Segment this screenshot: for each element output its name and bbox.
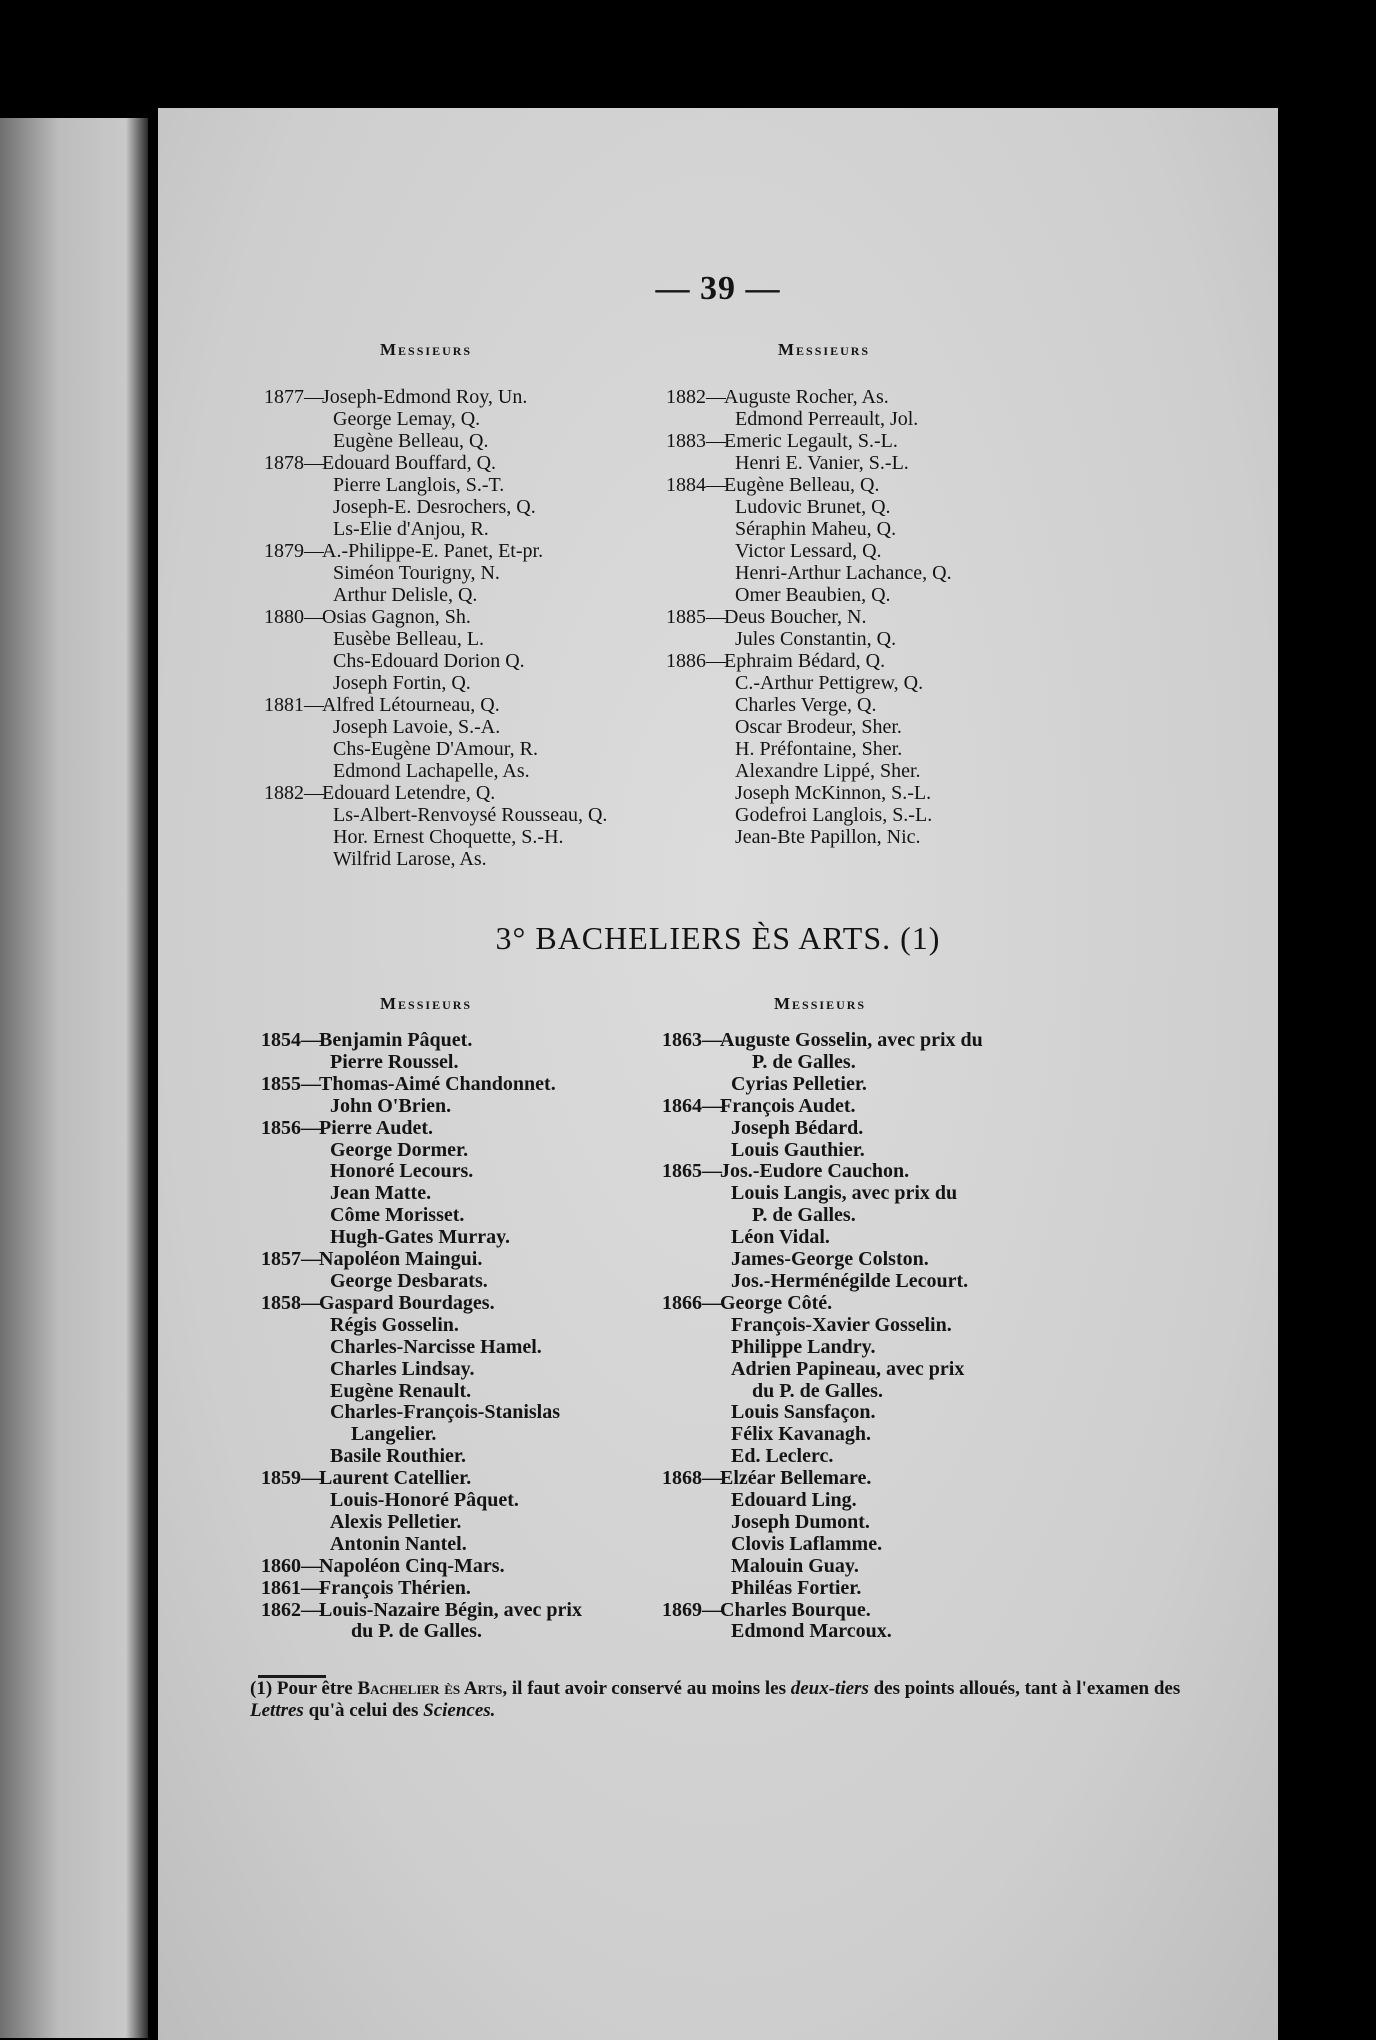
graduate-name: Jos.-Eudore Cauchon. — [720, 1160, 910, 1183]
graduate-name: Séraphin Maheu, Q. — [735, 518, 897, 540]
graduate-entry — [261, 1512, 582, 1534]
graduate-name: Henri E. Vanier, S.-L. — [735, 452, 909, 474]
graduate-name: Elzéar Bellemare. — [720, 1467, 872, 1490]
graduate-name: Honoré Lecours. — [330, 1160, 474, 1183]
graduate-entry — [261, 1052, 582, 1074]
graduate-name: Joseph McKinnon, S.-L. — [735, 782, 932, 804]
graduate-name: Napoléon Maingui. — [319, 1248, 483, 1271]
footnote-text-3: des points alloués, tant à l'examen des — [873, 1678, 1181, 1699]
graduate-name: Cyrias Pelletier. — [731, 1072, 867, 1095]
graduate-name: Félix Kavanagh. — [731, 1423, 872, 1446]
graduate-name: Chs-Eugène D'Amour, R. — [333, 738, 538, 760]
graduate-name: Napoléon Cinq-Mars. — [319, 1554, 505, 1577]
graduate-entry — [261, 1424, 582, 1446]
graduate-entry — [662, 1468, 983, 1490]
graduate-entry — [264, 518, 607, 540]
graduate-entry — [662, 1227, 983, 1249]
graduate-entry — [662, 1578, 983, 1600]
graduate-name: Ls-Elie d'Anjou, R. — [333, 518, 489, 540]
graduate-name: Deus Boucher, N. — [724, 606, 867, 628]
graduate-name: Joseph Lavoie, S.-A. — [333, 716, 501, 738]
graduate-name: Louis-Nazaire Bégin, avec prix — [319, 1598, 582, 1621]
graduate-entry — [264, 716, 607, 738]
graduate-entry — [264, 826, 607, 848]
graduate-entry — [666, 760, 952, 782]
graduate-entry — [261, 1556, 582, 1578]
graduate-name: François Thérien. — [319, 1576, 471, 1599]
graduate-name: Osias Gagnon, Sh. — [322, 606, 471, 628]
graduate-entry — [666, 716, 952, 738]
graduate-name: Edmond Lachapelle, As. — [333, 760, 530, 782]
graduation-year: 1856— — [261, 1116, 321, 1139]
graduation-year: 1884— — [666, 474, 726, 496]
graduation-year: 1882— — [666, 386, 726, 408]
graduate-entry — [261, 1293, 582, 1315]
graduation-year: 1854— — [261, 1029, 321, 1051]
graduate-entry — [264, 474, 607, 496]
footnote-text-2: il faut avoir conservé au moins les — [511, 1678, 786, 1699]
graduate-name: Oscar Brodeur, Sher. — [735, 716, 902, 738]
graduate-name: Thomas-Aimé Chandonnet. — [319, 1072, 556, 1095]
graduate-entry — [261, 1161, 582, 1183]
footnote — [250, 1678, 1235, 1722]
graduate-entry — [666, 386, 952, 408]
graduation-year: 1857— — [261, 1248, 321, 1271]
graduation-year: 1878— — [264, 452, 324, 474]
graduate-list-top-left — [264, 386, 607, 870]
graduate-entry — [662, 1600, 983, 1622]
graduate-entry — [666, 672, 952, 694]
graduate-entry — [666, 738, 952, 760]
graduate-list-top-right — [666, 386, 952, 848]
graduation-year: 1886— — [666, 650, 726, 672]
graduation-year: 1869— — [662, 1598, 722, 1621]
graduate-entry — [261, 1096, 582, 1118]
graduate-entry — [662, 1534, 983, 1556]
graduate-entry — [261, 1030, 582, 1052]
graduate-entry — [666, 408, 952, 430]
graduate-entry — [261, 1337, 582, 1359]
graduate-name: Antonin Nantel. — [330, 1532, 467, 1555]
graduate-name: Louis Gauthier. — [731, 1138, 865, 1161]
graduate-name: Edouard Letendre, Q. — [322, 782, 496, 804]
graduate-entry — [666, 650, 952, 672]
graduate-entry — [261, 1227, 582, 1249]
graduate-name: Alfred Létourneau, Q. — [322, 694, 500, 716]
column-header-top-right: Messieurs — [778, 340, 871, 359]
graduate-entry — [666, 562, 952, 584]
graduate-name: Eugène Belleau, Q. — [724, 474, 880, 496]
column-header-bottom-right: Messieurs — [774, 994, 867, 1013]
graduate-name: George Dormer. — [330, 1138, 469, 1161]
graduation-year: 1860— — [261, 1554, 321, 1577]
graduate-name: Auguste Rocher, As. — [724, 386, 889, 408]
graduation-year: 1861— — [261, 1576, 321, 1599]
column-header-bottom-left: Messieurs — [380, 994, 473, 1013]
graduate-name: Hor. Ernest Choquette, S.-H. — [333, 826, 564, 848]
graduate-entry — [666, 540, 952, 562]
graduate-entry — [662, 1381, 983, 1403]
graduate-name: du P. de Galles. — [351, 1620, 482, 1643]
graduation-year: 1883— — [666, 430, 726, 452]
graduate-name: Hugh-Gates Murray. — [330, 1226, 510, 1249]
graduate-name: Ephraim Bédard, Q. — [724, 650, 886, 672]
graduate-entry — [261, 1490, 582, 1512]
page-number: — 39 — — [655, 270, 781, 307]
graduate-entry — [662, 1337, 983, 1359]
graduate-entry — [261, 1205, 582, 1227]
graduate-entry — [264, 672, 607, 694]
graduation-year: 1864— — [662, 1094, 722, 1117]
graduate-name: Pierre Langlois, S.-T. — [333, 474, 505, 496]
graduate-name: Joseph Fortin, Q. — [333, 672, 471, 694]
graduate-entry — [264, 848, 607, 870]
graduate-entry — [662, 1293, 983, 1315]
graduate-name: Basile Routhier. — [330, 1445, 466, 1468]
graduate-name: John O'Brien. — [330, 1094, 452, 1117]
graduate-entry — [261, 1359, 582, 1381]
graduate-entry — [662, 1271, 983, 1293]
graduation-year: 1881— — [264, 694, 324, 716]
graduation-year: 1865— — [662, 1160, 722, 1183]
graduate-entry — [666, 496, 952, 518]
footnote-text-4: qu'à celui des — [308, 1700, 419, 1721]
graduate-name: Eugène Belleau, Q. — [333, 430, 489, 452]
graduate-entry — [264, 804, 607, 826]
graduate-name: Laurent Catellier. — [319, 1467, 472, 1490]
graduate-name: Joseph-Edmond Roy, Un. — [322, 386, 528, 408]
graduate-entry — [264, 386, 607, 408]
graduate-entry — [666, 430, 952, 452]
graduate-name: C.-Arthur Pettigrew, Q. — [735, 672, 924, 694]
graduate-name: Pierre Audet. — [319, 1116, 434, 1139]
graduate-entry — [666, 826, 952, 848]
graduate-name: du P. de Galles. — [752, 1379, 883, 1402]
graduation-year: 1863— — [662, 1029, 722, 1051]
footnote-emphasis-2: Lettres — [250, 1700, 304, 1721]
graduate-entry — [666, 474, 952, 496]
graduate-entry — [264, 452, 607, 474]
graduation-year: 1858— — [261, 1291, 321, 1314]
graduate-name: H. Préfontaine, Sher. — [735, 738, 903, 760]
graduate-name: François-Xavier Gosselin. — [731, 1313, 952, 1336]
graduate-name: Benjamin Pâquet. — [319, 1029, 473, 1051]
graduate-entry — [662, 1512, 983, 1534]
graduate-name: P. de Galles. — [752, 1050, 856, 1073]
graduate-entry — [261, 1446, 582, 1468]
document-page — [158, 108, 1278, 2040]
graduate-entry — [264, 540, 607, 562]
section-title: 3° BACHELIERS ÈS ARTS. (1) — [495, 920, 941, 956]
graduate-entry — [264, 782, 607, 804]
graduate-entry — [261, 1578, 582, 1600]
graduate-name: Régis Gosselin. — [330, 1313, 459, 1336]
graduation-year: 1880— — [264, 606, 324, 628]
graduate-entry — [666, 628, 952, 650]
graduate-entry — [662, 1315, 983, 1337]
graduate-name: Jos.-Herménégilde Lecourt. — [731, 1269, 969, 1292]
graduate-entry — [264, 760, 607, 782]
graduate-name: Louis-Honoré Pâquet. — [330, 1489, 519, 1512]
graduate-list-bottom-left — [261, 1030, 582, 1643]
graduate-name: Charles-François-Stanislas — [330, 1401, 560, 1424]
graduate-entry — [261, 1249, 582, 1271]
graduate-name: A.-Philippe-E. Panet, Et-pr. — [322, 540, 544, 562]
graduate-entry — [662, 1205, 983, 1227]
graduate-name: Wilfrid Larose, As. — [333, 848, 487, 870]
graduation-year: 1859— — [261, 1467, 321, 1490]
graduate-entry — [666, 606, 952, 628]
graduate-name: Charles Bourque. — [720, 1598, 871, 1621]
graduate-name: Omer Beaubien, Q. — [735, 584, 891, 606]
graduate-name: Ed. Leclerc. — [731, 1445, 834, 1468]
graduate-name: Joseph Bédard. — [731, 1116, 864, 1139]
graduate-name: Arthur Delisle, Q. — [333, 584, 478, 606]
graduate-name: Malouin Guay. — [731, 1554, 859, 1577]
graduation-year: 1855— — [261, 1072, 321, 1095]
graduate-entry — [261, 1074, 582, 1096]
graduate-entry — [662, 1359, 983, 1381]
graduate-entry — [264, 606, 607, 628]
graduate-name: George Desbarats. — [330, 1269, 488, 1292]
graduate-name: George Côté. — [720, 1291, 833, 1314]
graduate-entry — [261, 1621, 582, 1643]
graduate-name: George Lemay, Q. — [333, 408, 481, 430]
graduate-name: Edmond Marcoux. — [731, 1620, 892, 1643]
graduate-entry — [666, 584, 952, 606]
graduate-name: Joseph Dumont. — [731, 1510, 870, 1533]
graduate-entry — [264, 562, 607, 584]
graduate-name: Louis Langis, avec prix du — [731, 1182, 958, 1205]
graduation-year: 1882— — [264, 782, 324, 804]
graduate-name: Edouard Bouffard, Q. — [322, 452, 497, 474]
graduate-name: Léon Vidal. — [731, 1226, 830, 1249]
graduate-entry — [662, 1183, 983, 1205]
graduation-year: 1866— — [662, 1291, 722, 1314]
graduate-entry — [261, 1468, 582, 1490]
graduate-name: Jean-Bte Papillon, Nic. — [735, 826, 921, 848]
graduate-entry — [662, 1621, 983, 1643]
graduate-entry — [662, 1074, 983, 1096]
graduate-entry — [261, 1534, 582, 1556]
graduate-entry — [662, 1249, 983, 1271]
graduate-name: Edmond Perreault, Jol. — [735, 408, 919, 430]
footnote-text-1: Pour être — [276, 1678, 353, 1699]
graduate-name: Ls-Albert-Renvoysé Rousseau, Q. — [333, 804, 608, 826]
graduate-name: Gaspard Bourdages. — [319, 1291, 495, 1314]
graduation-year: 1868— — [662, 1467, 722, 1490]
graduate-entry — [662, 1490, 983, 1512]
graduation-year: 1862— — [261, 1598, 321, 1621]
graduate-name: Alexandre Lippé, Sher. — [735, 760, 921, 782]
graduate-entry — [264, 496, 607, 518]
graduate-entry — [662, 1052, 983, 1074]
graduate-entry — [662, 1140, 983, 1162]
graduate-entry — [261, 1402, 582, 1424]
graduate-entry — [264, 584, 607, 606]
graduate-name: Charles-Narcisse Hamel. — [330, 1335, 542, 1358]
graduate-name: Eusèbe Belleau, L. — [333, 628, 485, 650]
graduate-entry — [666, 804, 952, 826]
graduate-name: Louis Sansfaçon. — [731, 1401, 876, 1424]
graduate-entry — [264, 408, 607, 430]
graduate-entry — [662, 1161, 983, 1183]
graduate-name: Jules Constantin, Q. — [735, 628, 897, 650]
graduate-entry — [261, 1315, 582, 1337]
footnote-marker: (1) — [250, 1678, 273, 1699]
graduate-entry — [264, 694, 607, 716]
graduate-name: Auguste Gosselin, avec prix du — [720, 1029, 983, 1051]
graduate-entry — [261, 1600, 582, 1622]
graduate-name: Langelier. — [351, 1423, 437, 1446]
graduate-name: Victor Lessard, Q. — [735, 540, 882, 562]
footnote-emphasis-3: Sciences. — [423, 1700, 496, 1721]
graduate-name: Joseph-E. Desrochers, Q. — [333, 496, 536, 518]
graduate-entry — [261, 1140, 582, 1162]
graduate-entry — [261, 1271, 582, 1293]
adjacent-page-edge — [0, 118, 148, 2038]
graduate-entry — [662, 1402, 983, 1424]
column-header-top-left: Messieurs — [380, 340, 473, 359]
graduate-name: Henri-Arthur Lachance, Q. — [735, 562, 952, 584]
graduate-list-bottom-right — [662, 1030, 983, 1643]
graduate-name: Ludovic Brunet, Q. — [735, 496, 891, 518]
graduate-name: Godefroi Langlois, S.-L. — [735, 804, 933, 826]
graduate-entry — [264, 430, 607, 452]
graduate-name: Philéas Fortier. — [731, 1576, 862, 1599]
graduate-entry — [662, 1556, 983, 1578]
graduate-entry — [666, 452, 952, 474]
graduate-entry — [261, 1118, 582, 1140]
graduate-name: Alexis Pelletier. — [330, 1510, 462, 1533]
graduate-name: Clovis Laflamme. — [731, 1532, 883, 1555]
graduate-name: Eugène Renault. — [330, 1379, 472, 1402]
graduate-name: Edouard Ling. — [731, 1489, 857, 1512]
graduate-name: Pierre Roussel. — [330, 1050, 459, 1073]
graduate-name: Charles Lindsay. — [330, 1357, 475, 1380]
graduate-entry — [666, 694, 952, 716]
graduation-year: 1879— — [264, 540, 324, 562]
graduate-entry — [662, 1446, 983, 1468]
graduate-name: Emeric Legault, S.-L. — [724, 430, 898, 452]
graduate-entry — [662, 1030, 983, 1052]
graduate-entry — [261, 1183, 582, 1205]
graduate-name: François Audet. — [720, 1094, 856, 1117]
graduate-entry — [662, 1096, 983, 1118]
graduate-entry — [261, 1381, 582, 1403]
graduate-entry — [264, 650, 607, 672]
graduation-year: 1885— — [666, 606, 726, 628]
graduation-year: 1877— — [264, 386, 324, 408]
graduate-name: Charles Verge, Q. — [735, 694, 877, 716]
graduate-name: Chs-Edouard Dorion Q. — [333, 650, 525, 672]
graduate-entry — [666, 782, 952, 804]
graduate-entry — [666, 518, 952, 540]
graduate-name: James-George Colston. — [731, 1248, 929, 1271]
graduate-name: Côme Morisset. — [330, 1204, 465, 1227]
graduate-name: Adrien Papineau, avec prix — [731, 1357, 965, 1380]
graduate-entry — [264, 628, 607, 650]
footnote-emphasis-1: deux-tiers — [790, 1678, 869, 1699]
graduate-entry — [662, 1118, 983, 1140]
graduate-name: P. de Galles. — [752, 1204, 856, 1227]
graduate-entry — [264, 738, 607, 760]
graduate-entry — [662, 1424, 983, 1446]
graduate-name: Jean Matte. — [330, 1182, 432, 1205]
footnote-term: Bachelier ès Arts, — [357, 1678, 508, 1699]
graduate-name: Siméon Tourigny, N. — [333, 562, 500, 584]
graduate-name: Philippe Landry. — [731, 1335, 876, 1358]
